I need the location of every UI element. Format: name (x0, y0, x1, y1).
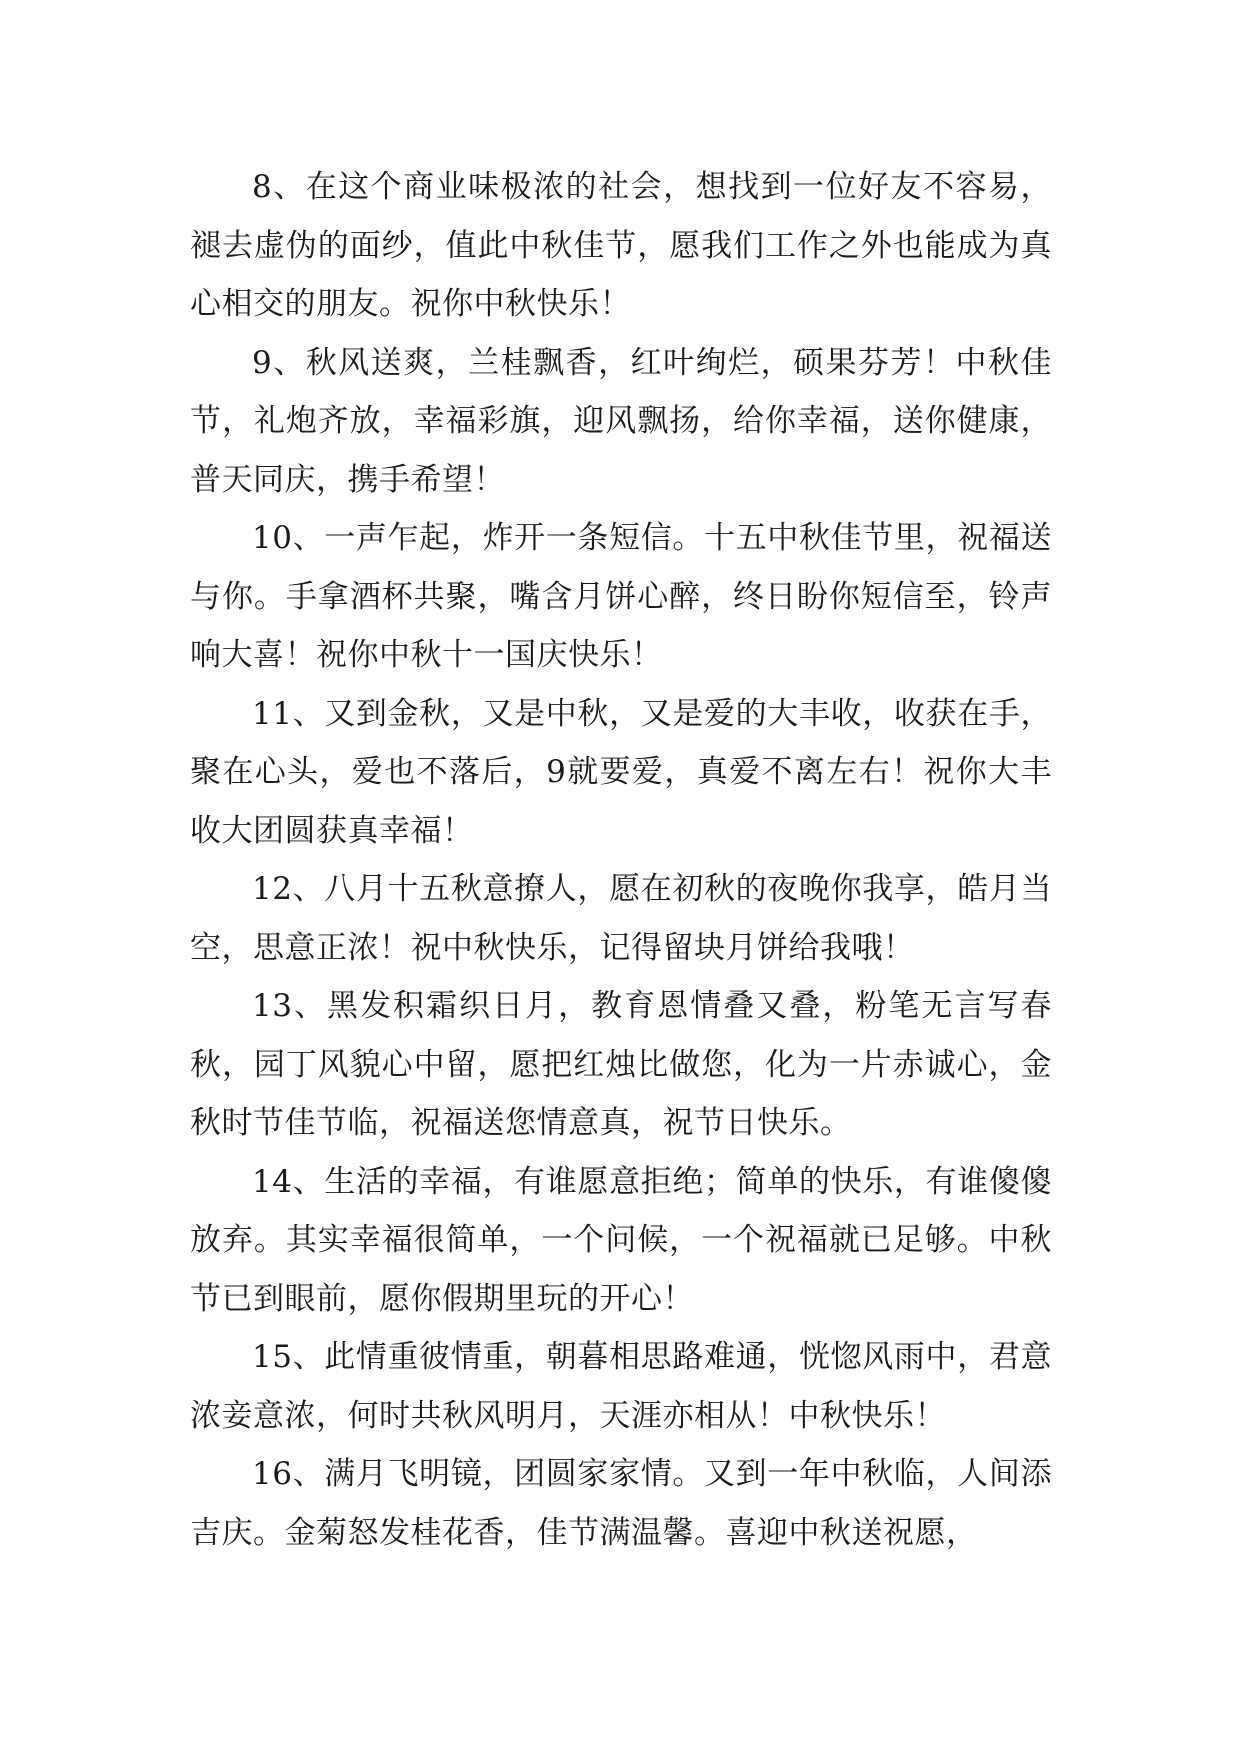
paragraph-11: 11、又到金秋，又是中秋，又是爱的大丰收，收获在手，聚在心头，爱也不落后，9就要爱，真爱不离左右！祝你大丰收大团圆获真幸福！ (190, 695, 1052, 849)
paragraph-15: 15、此情重彼情重，朝暮相思路难通，恍惚风雨中，君意浓妾意浓，何时共秋风明月，天涯亦相从！中秋快乐！ (190, 1339, 1052, 1434)
document-body (190, 158, 1052, 1562)
paragraph-13: 13、黑发积霜织日月，教育恩情叠又叠，粉笔无言写春秋，园丁风貌心中留，愿把红烛比做您，化为一片赤诚心，金秋时节佳节临，祝福送您情意真，祝节日快乐。 (190, 988, 1052, 1141)
paragraph-8: 8、在这个商业味极浓的社会，想找到一位好友不容易，褪去虚伪的面纱，值此中秋佳节，愿我们工作之外也能成为真心相交的朋友。祝你中秋快乐！ (190, 169, 1052, 322)
paragraph-9: 9、秋风送爽，兰桂飘香，红叶绚烂，硕果芬芳！中秋佳节，礼炮齐放，幸福彩旗，迎风飘扬，给你幸福，送你健康，普天同庆，携手希望！ (190, 344, 1052, 498)
paragraph-12: 12、八月十五秋意撩人，愿在初秋的夜晚你我享，皓月当空，思意正浓！祝中秋快乐，记得留块月饼给我哦！ (190, 871, 1052, 966)
paragraph-16: 16、满月飞明镜，团圆家家情。又到一年中秋临，人间添吉庆。金菊怒发桂花香，佳节满温馨。喜迎中秋送祝愿， (190, 1456, 1052, 1551)
paragraph-14: 14、生活的幸福，有谁愿意拒绝；简单的快乐，有谁傻傻放弃。其实幸福很简单，一个问候，一个祝福就已足够。中秋节已到眼前，愿你假期里玩的开心！ (190, 1163, 1052, 1317)
paragraph-10: 10、一声乍起，炸开一条短信。十五中秋佳节里，祝福送与你。手拿酒杯共聚，嘴含月饼心醉，终日盼你短信至，铃声响大喜！祝你中秋十一国庆快乐！ (190, 520, 1052, 673)
